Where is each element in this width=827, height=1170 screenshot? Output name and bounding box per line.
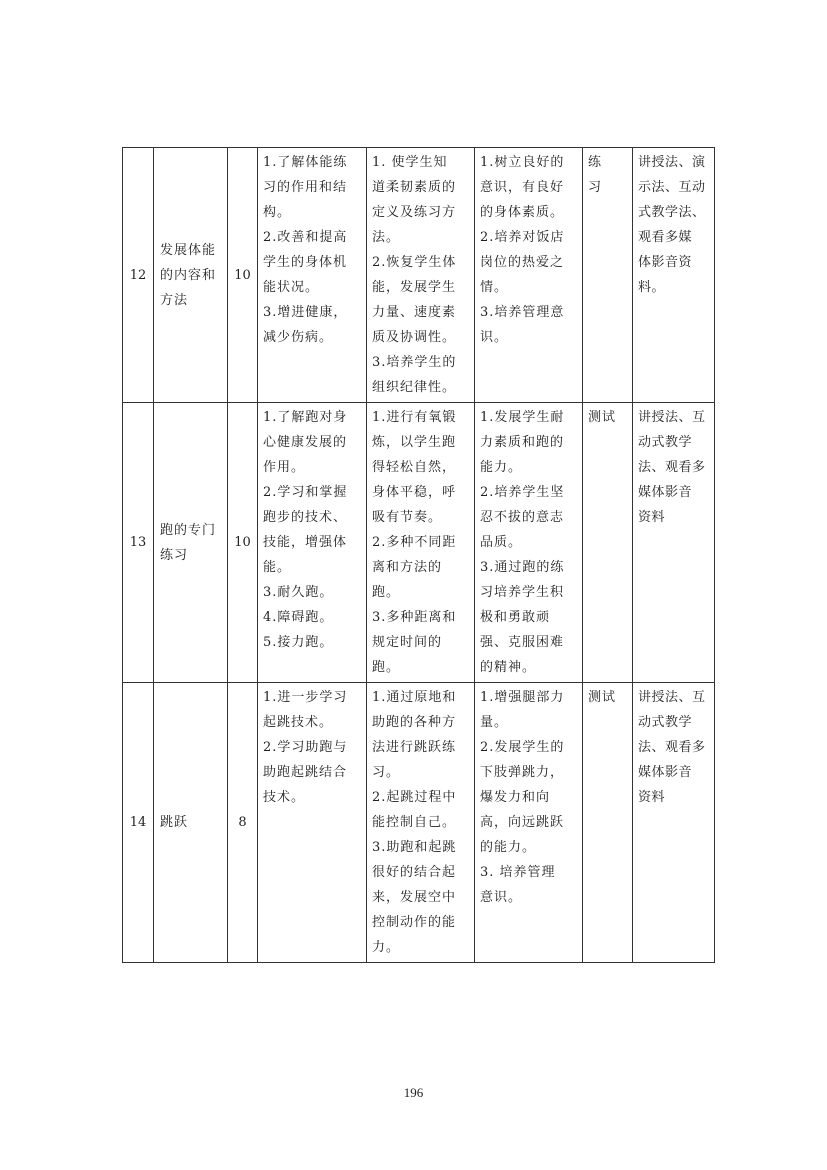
- cell-text-line: 料。: [638, 280, 666, 295]
- attitude-goals-cell: [475, 403, 583, 683]
- cell-text-line: 技术。: [263, 790, 306, 805]
- cell-text-line: 爆发力和向: [480, 790, 551, 805]
- cell-text-line: 得轻松自然，: [372, 460, 457, 475]
- cell-text-line: 1.进一步学习: [263, 690, 348, 705]
- cell-text-line: 2.学习和掌握: [263, 485, 348, 500]
- cell-text-line: 观看多媒: [638, 230, 693, 245]
- cell-text-line: 练: [588, 155, 603, 170]
- cell-text-line: 质及协调性。: [372, 330, 457, 345]
- cell-text-line: 忍不拔的意志: [480, 510, 565, 525]
- cell-text-line: 4.障碍跑。: [263, 610, 334, 625]
- cell-text-line: 2.多种不同距: [372, 535, 457, 550]
- unit-number-cell: 13: [123, 403, 154, 683]
- cell-text-line: 吸有节奏。: [372, 510, 443, 525]
- cell-text-line: 测试: [588, 690, 617, 705]
- cell-text-line: 讲授法、互: [638, 410, 706, 425]
- cell-text-line: 动式教学: [638, 715, 693, 730]
- cell-text-line: 2.发展学生的: [480, 740, 565, 755]
- cell-text-line: 身体平稳，呼: [372, 485, 457, 500]
- cell-text-line: 3.多种距离和: [372, 610, 457, 625]
- cell-text-line: 跳跃: [160, 815, 189, 830]
- cell-text-line: 资料: [638, 790, 666, 805]
- unit-title-cell: [154, 403, 228, 683]
- cell-text-line: 动式教学: [638, 435, 693, 450]
- cell-text-line: 习。: [372, 765, 401, 780]
- cell-text-line: 1. 使学生知: [372, 155, 448, 170]
- cell-text-line: 1.了解跑对身: [263, 410, 348, 425]
- assessment-cell: [583, 148, 633, 403]
- cell-text-line: 的身体素质。: [480, 205, 565, 220]
- teaching-methods-cell: [633, 683, 715, 963]
- hours-cell: 10: [228, 403, 258, 683]
- cell-text-line: 离和方法的: [372, 560, 443, 575]
- cell-text-line: 定义及练习方: [372, 205, 457, 220]
- cell-text-line: 能力。: [480, 460, 523, 475]
- cell-text-line: 意识，有良好: [480, 180, 565, 195]
- knowledge-goals-cell: [258, 403, 367, 683]
- attitude-goals-cell: [475, 148, 583, 403]
- hours-cell: 8: [228, 683, 258, 963]
- cell-text-line: 高，向远跳跃: [480, 815, 565, 830]
- cell-text-line: 学生的身体机: [263, 255, 348, 270]
- cell-text-line: 1.发展学生耐: [480, 410, 565, 425]
- cell-text-line: 媒体影音: [638, 765, 693, 780]
- cell-text-line: 跑的专门: [160, 522, 217, 538]
- knowledge-goals-cell: [258, 148, 367, 403]
- cell-text-line: 法、观看多: [638, 460, 706, 475]
- unit-title-cell: [154, 148, 228, 403]
- cell-text-line: 1.树立良好的: [480, 155, 565, 170]
- cell-text-line: 技能，增强体: [263, 535, 348, 550]
- cell-text-line: 3.增进健康，: [263, 305, 348, 320]
- cell-text-line: 发展体能: [160, 242, 217, 258]
- cell-text-line: 5.接力跑。: [263, 635, 334, 650]
- cell-text-line: 炼，以学生跑: [372, 435, 457, 450]
- cell-text-line: 识。: [480, 330, 509, 345]
- cell-text-line: 力量、速度素: [372, 305, 457, 320]
- cell-text-line: 方法: [160, 292, 189, 308]
- cell-text-line: 极和勇敢顽: [480, 610, 551, 625]
- cell-text-line: 岗位的热爱之: [480, 255, 565, 270]
- cell-text-line: 3.培养管理意: [480, 305, 565, 320]
- skill-goals-cell: [367, 403, 475, 683]
- unit-number-cell: 12: [123, 148, 154, 403]
- cell-text-line: 3. 培养管理: [480, 865, 556, 880]
- cell-text-line: 跑步的技术、: [263, 510, 348, 525]
- cell-text-line: 2.培养对饭店: [480, 230, 565, 245]
- cell-text-line: 能。: [263, 560, 292, 575]
- cell-text-line: 跑。: [372, 660, 401, 675]
- cell-text-line: 3.耐久跑。: [263, 585, 334, 600]
- cell-text-line: 作用。: [263, 460, 306, 475]
- cell-text-line: 资料: [638, 510, 666, 525]
- cell-text-line: 2.起跳过程中: [372, 790, 457, 805]
- cell-text-line: 意识。: [480, 890, 523, 905]
- cell-text-line: 力。: [372, 940, 401, 955]
- cell-text-line: 跑。: [372, 585, 401, 600]
- skill-goals-cell: [367, 148, 475, 403]
- cell-text-line: 2.培养学生坚: [480, 485, 565, 500]
- cell-text-line: 讲授法、演: [638, 155, 706, 170]
- cell-text-line: 减少伤病。: [263, 330, 334, 345]
- cell-text-line: 能状况。: [263, 280, 320, 295]
- skill-goals-cell: [367, 683, 475, 963]
- cell-text-line: 组织纪律性。: [372, 380, 457, 395]
- cell-text-line: 习: [588, 180, 603, 195]
- page-number: 196: [403, 1085, 424, 1100]
- unit-number-cell: 14: [123, 683, 154, 963]
- cell-text-line: 能，发展学生: [372, 280, 457, 295]
- cell-text-line: 3.培养学生的: [372, 355, 457, 370]
- hours-cell: 10: [228, 148, 258, 403]
- cell-text-line: 很好的结合起: [372, 865, 457, 880]
- attitude-goals-cell: [475, 683, 583, 963]
- cell-text-line: 量。: [480, 715, 509, 730]
- cell-text-line: 2.恢复学生体: [372, 255, 457, 270]
- cell-text-line: 练习: [160, 547, 189, 563]
- cell-text-line: 体影音资: [638, 255, 693, 270]
- cell-text-line: 2.改善和提高: [263, 230, 348, 245]
- cell-text-line: 的能力。: [480, 840, 537, 855]
- teaching-methods-cell: [633, 148, 715, 403]
- table-row: [123, 683, 715, 963]
- cell-text-line: 规定时间的: [372, 635, 443, 650]
- cell-text-line: 示法、互动: [638, 180, 706, 195]
- cell-text-line: 下肢弹跳力，: [480, 765, 565, 780]
- cell-text-line: 习培养学生积: [480, 585, 565, 600]
- cell-text-line: 品质。: [480, 535, 523, 550]
- cell-text-line: 3.通过跑的练: [480, 560, 565, 575]
- cell-text-line: 来，发展空中: [372, 890, 457, 905]
- cell-text-line: 法进行跳跃练: [372, 740, 457, 755]
- cell-text-line: 助跑起跳结合: [263, 765, 348, 780]
- cell-text-line: 1.增强腿部力: [480, 690, 565, 705]
- cell-text-line: 强、克服困难: [480, 635, 565, 650]
- cell-text-line: 讲授法、互: [638, 690, 706, 705]
- cell-text-line: 媒体影音: [638, 485, 693, 500]
- assessment-cell: [583, 683, 633, 963]
- table-body: [123, 148, 715, 963]
- cell-text-line: 1.了解体能练: [263, 155, 348, 170]
- cell-text-line: 测试: [588, 410, 617, 425]
- knowledge-goals-cell: [258, 683, 367, 963]
- cell-text-line: 式教学法、: [638, 205, 706, 220]
- cell-text-line: 起跳技术。: [263, 715, 334, 730]
- cell-text-line: 的精神。: [480, 660, 537, 675]
- cell-text-line: 法、观看多: [638, 740, 706, 755]
- teaching-methods-cell: [633, 403, 715, 683]
- cell-text-line: 3.助跑和起跳: [372, 840, 457, 855]
- cell-text-line: 1.进行有氧锻: [372, 410, 457, 425]
- cell-text-line: 法。: [372, 230, 401, 245]
- cell-text-line: 控制动作的能: [372, 915, 457, 930]
- cell-text-line: 构。: [263, 205, 292, 220]
- cell-text-line: 能控制自己。: [372, 815, 457, 830]
- assessment-cell: [583, 403, 633, 683]
- cell-text-line: 助跑的各种方: [372, 715, 457, 730]
- cell-text-line: 1.通过原地和: [372, 690, 457, 705]
- cell-text-line: 习的作用和结: [263, 180, 348, 195]
- cell-text-line: 2.学习助跑与: [263, 740, 348, 755]
- cell-text-line: 的内容和: [160, 267, 217, 283]
- unit-title-cell: [154, 683, 228, 963]
- table-row: [123, 148, 715, 403]
- cell-text-line: 力素质和跑的: [480, 435, 565, 450]
- course-content-table: [122, 147, 715, 963]
- cell-text-line: 道柔韧素质的: [372, 180, 457, 195]
- cell-text-line: 心健康发展的: [263, 435, 348, 450]
- cell-text-line: 情。: [480, 280, 509, 295]
- table-row: [123, 403, 715, 683]
